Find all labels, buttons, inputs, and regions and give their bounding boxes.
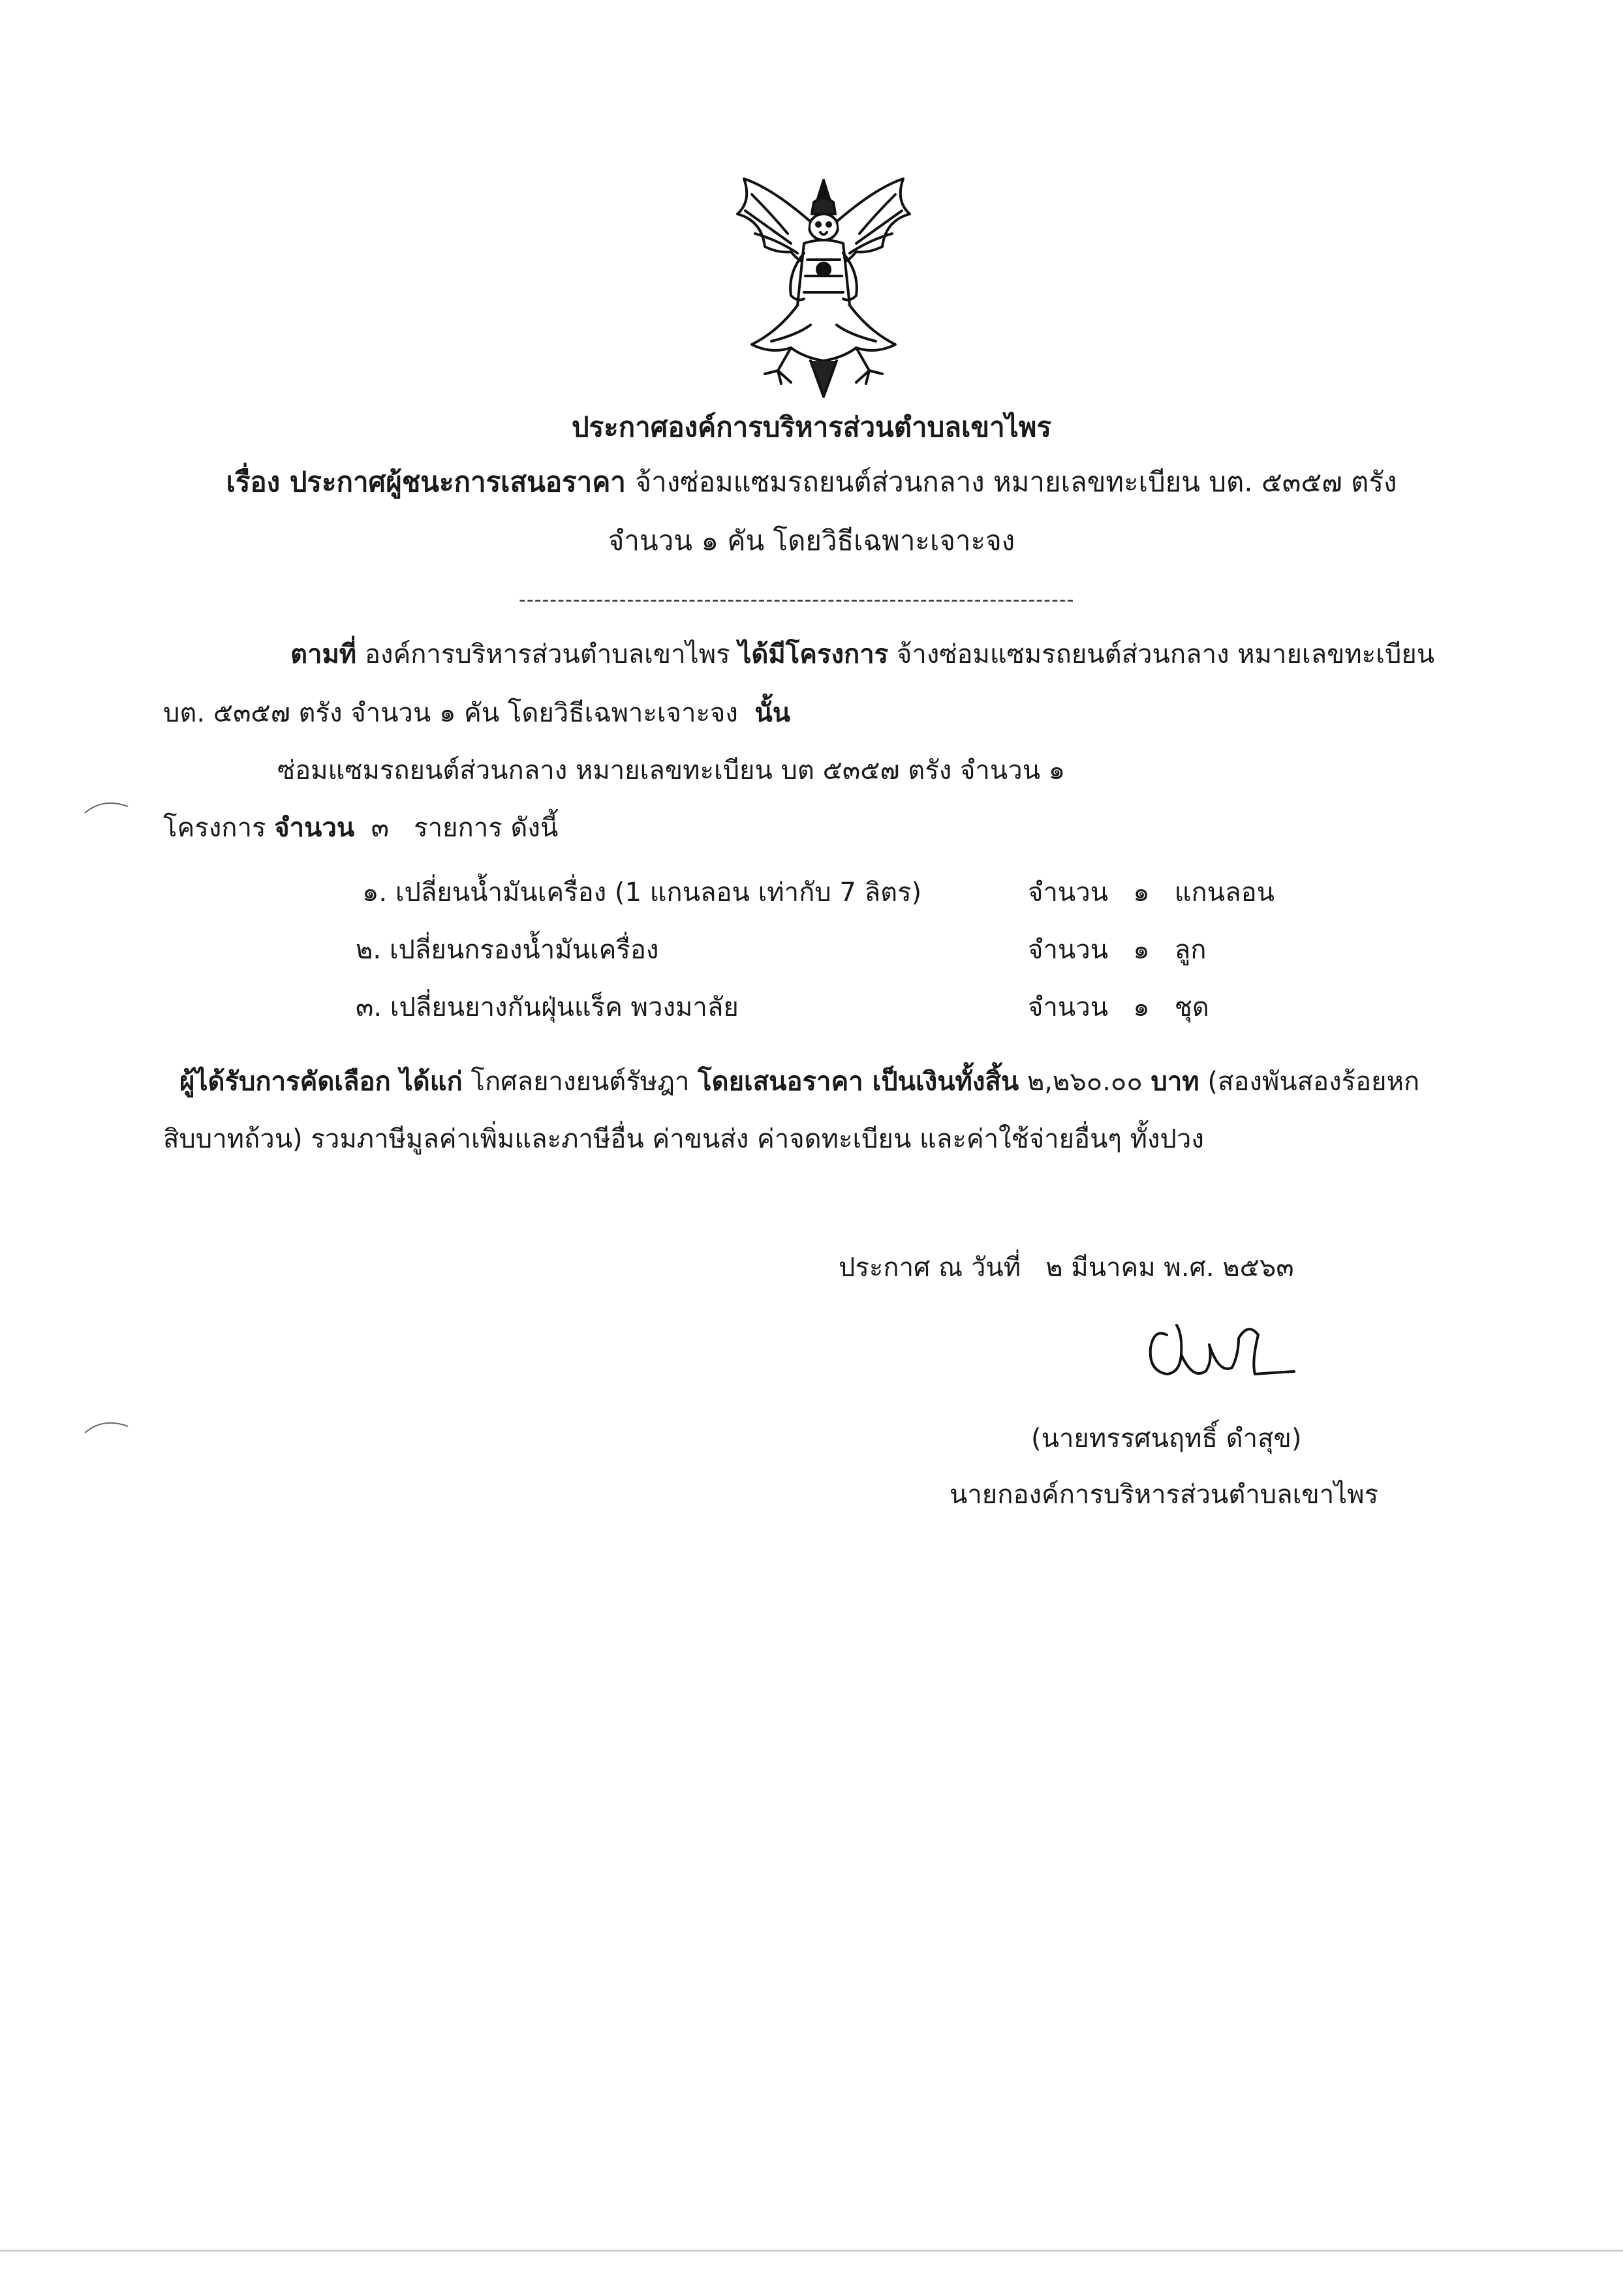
item-quantity: [1028, 986, 1209, 1028]
item-unit: ชุด: [1174, 992, 1209, 1022]
para1-label-1: ตามที่: [290, 639, 357, 669]
punch-hole-mark: [84, 796, 129, 816]
para1-line-2-end: นั้น: [754, 698, 791, 728]
garuda-emblem-icon: [726, 175, 921, 400]
signer-name: (นายทรรศนฤทธิ์ ดำสุข): [1031, 1424, 1302, 1454]
para1-label-2: ได้มีโครงการ: [738, 639, 889, 669]
paragraph-2-line-1: ซ่อมแซมรถยนต์ส่วนกลาง หมายเลขทะเบียน บต ๕๓๕๗ ตรัง จำนวน ๑: [277, 756, 1066, 786]
item-unit: ลูก: [1174, 935, 1207, 965]
para3-label-1: ผู้ได้รับการคัดเลือก ได้แก่: [179, 1067, 463, 1097]
subject-line: [0, 461, 1623, 504]
scan-edge-line: [0, 2250, 1623, 2252]
list-item: [362, 871, 921, 913]
item-number: ๓.: [356, 992, 382, 1022]
paragraph-3-line-1: [179, 1060, 1419, 1102]
subject-label: เรื่อง ประกาศผู้ชนะการเสนอราคา: [226, 466, 626, 498]
para2-suffix: รายการ ดังนี้: [414, 813, 559, 843]
item-description: เปลี่ยนน้ำมันเครื่อง (1 แกนลอน เท่ากับ 7 ลิตร): [395, 878, 922, 908]
para3-amount: ๒,๒๖๐.๐๐: [1027, 1067, 1143, 1097]
item-description: เปลี่ยนยางกันฝุ่นแร็ค พวงมาลัย: [390, 992, 739, 1022]
item-number: ๑.: [362, 878, 388, 908]
paragraph-1-line-2: [163, 692, 790, 733]
para1-text: จ้างซ่อมแซมรถยนต์ส่วนกลาง หมายเลขทะเบียน: [896, 639, 1435, 669]
subject-line-2: จำนวน ๑ คัน โดยวิธีเฉพาะเจาะจง: [608, 525, 1015, 557]
paragraph-1-line-1: [290, 633, 1434, 675]
list-item: [356, 986, 739, 1028]
item-number: ๒.: [356, 935, 382, 965]
org-announcement-title: ประกาศองค์การบริหารส่วนตำบลเขาไพร: [571, 411, 1052, 443]
paragraph-2-line-2: [163, 806, 558, 848]
paragraph-3-line-2: สิบบาทถ้วน) รวมภาษีมูลค่าเพิ่มและภาษีอื่น ค่าขนส่ง ค่าจดทะเบียน และค่าใช้จ่ายอื่นๆ ทั้งปวง: [163, 1124, 1204, 1154]
list-item: [356, 928, 658, 970]
item-qty: ๑: [1133, 878, 1150, 908]
punch-hole-mark: [84, 1416, 129, 1435]
para3-label-2: โดยเสนอราคา เป็นเงินทั้งสิ้น: [698, 1067, 1019, 1097]
signature-mark: [1141, 1309, 1297, 1394]
item-quantity: [1028, 871, 1275, 913]
item-description: เปลี่ยนกรองน้ำมันเครื่อง: [389, 935, 659, 965]
item-qty-label: จำนวน: [1028, 992, 1109, 1022]
item-qty-label: จำนวน: [1028, 878, 1109, 908]
para2-count-label: จำนวน: [274, 813, 355, 843]
item-quantity: [1028, 928, 1206, 970]
item-unit: แกนลอน: [1174, 878, 1275, 908]
date-value: ๒ มีนาคม พ.ศ. ๒๕๖๓: [1045, 1253, 1294, 1283]
announcement-date: [839, 1246, 1294, 1288]
para2-count: ๓: [371, 813, 389, 843]
separator-line: ------------------------------------------------------------------------: [519, 589, 1075, 611]
para1-line-2: บต. ๕๓๕๗ ตรัง จำนวน ๑ คัน โดยวิธีเฉพาะเจาะจง: [163, 698, 738, 728]
item-qty-label: จำนวน: [1028, 935, 1109, 965]
subject-text: จ้างซ่อมแซมรถยนต์ส่วนกลาง หมายเลขทะเบียน บต. ๕๓๕๗ ตรัง: [635, 466, 1397, 498]
para2-prefix: โครงการ: [163, 813, 266, 843]
item-qty: ๑: [1133, 992, 1150, 1022]
para3-words: (สองพันสองร้อยหก: [1207, 1067, 1420, 1097]
signer-position: นายกองค์การบริหารส่วนตำบลเขาไพร: [950, 1480, 1379, 1510]
para3-winner: โกศลยางยนต์รัษฎา: [471, 1067, 690, 1097]
para1-org: องค์การบริหารส่วนตำบลเขาไพร: [364, 639, 730, 669]
para3-unit: บาท: [1151, 1067, 1199, 1097]
date-label: ประกาศ ณ วันที่: [839, 1253, 1021, 1283]
item-qty: ๑: [1133, 935, 1150, 965]
